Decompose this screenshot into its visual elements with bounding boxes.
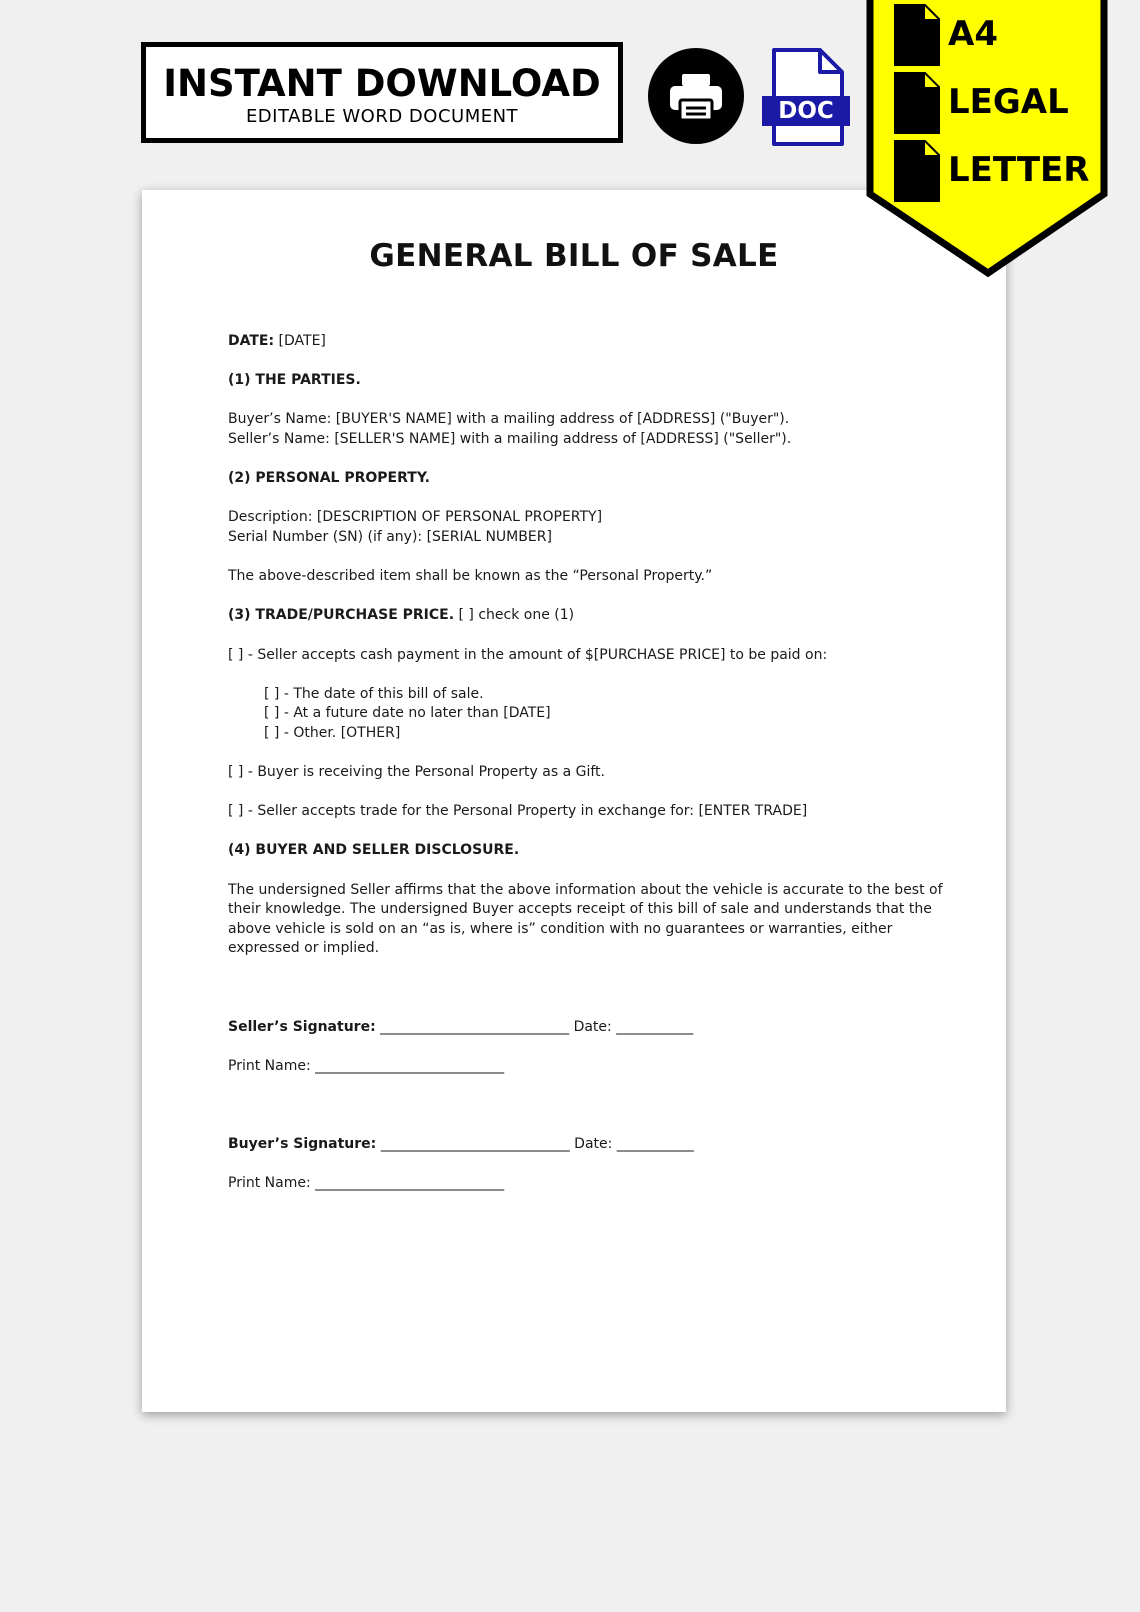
seller-signature-line xyxy=(228,1018,948,1038)
section-1-heading: (1) THE PARTIES. xyxy=(228,372,361,389)
badge-label-a4: A4 xyxy=(948,14,998,54)
seller-name-line: Seller’s Name: [SELLER'S NAME] with a mailing address of [ADDRESS] ("Seller"). xyxy=(228,430,792,447)
gift-option: [ ] - Buyer is receiving the Personal Property as a Gift. xyxy=(228,764,605,781)
date-line xyxy=(228,332,948,352)
seller-print-name-line: Print Name: ___________________________ xyxy=(228,1057,505,1074)
banner-subtitle: EDITABLE WORD DOCUMENT xyxy=(245,106,519,127)
date-value: [DATE] xyxy=(278,333,326,349)
trade-option: [ ] - Seller accepts trade for the Personal Property in exchange for: [ENTER TRADE] xyxy=(228,803,808,820)
description-line: Description: [DESCRIPTION OF PERSONAL PROPERTY] xyxy=(228,509,603,526)
paper-size-badge xyxy=(866,0,1110,284)
document-body xyxy=(228,332,948,1213)
section-3-heading-line xyxy=(228,606,948,626)
badge-item-a4 xyxy=(894,4,1104,64)
buyer-signature-line xyxy=(228,1135,948,1155)
section-2-heading: (2) PERSONAL PROPERTY. xyxy=(228,470,430,487)
buyer-signature-blank: ___________________________ Date: ___________ xyxy=(380,1135,694,1152)
file-icon xyxy=(894,140,940,202)
badge-label-legal: LEGAL xyxy=(948,82,1069,122)
buyer-print-name-line: Print Name: ___________________________ xyxy=(228,1175,505,1192)
file-icon xyxy=(894,72,940,134)
seller-signature-label: Seller’s Signature: xyxy=(228,1018,376,1035)
file-icon xyxy=(894,4,940,66)
sub-option-2: [ ] - At a future date no later than [DATE] xyxy=(264,705,551,722)
seller-signature-blank: ___________________________ Date: ___________ xyxy=(380,1018,694,1035)
serial-number-line: Serial Number (SN) (if any): [SERIAL NUMBER] xyxy=(228,528,552,545)
banner-title: INSTANT DOWNLOAD xyxy=(163,62,601,105)
buyer-signature-label: Buyer’s Signature: xyxy=(228,1135,377,1152)
sub-option-1: [ ] - The date of this bill of sale. xyxy=(264,685,484,702)
document-title: GENERAL BILL OF SALE xyxy=(369,238,779,274)
sub-option-3: [ ] - Other. [OTHER] xyxy=(264,724,401,741)
disclosure-paragraph: The undersigned Seller affirms that the above information about the vehicle is accurate to the best of their knowledge. The undersigned Buyer accepts receipt of this bill of sale and understands that the above vehicle is sold on an “as is, where is” condition with no guarantees or warranties, either expressed or implied. xyxy=(228,881,943,957)
buyer-name-line: Buyer’s Name: [BUYER'S NAME] with a mailing address of [ADDRESS] ("Buyer"). xyxy=(228,411,790,428)
section-4-heading: (4) BUYER AND SELLER DISCLOSURE. xyxy=(228,842,520,859)
doc-label: DOC xyxy=(778,98,834,124)
section-3-heading: (3) TRADE/PURCHASE PRICE. xyxy=(228,607,455,624)
known-as-line: The above-described item shall be known as the “Personal Property.” xyxy=(228,568,713,585)
section-3-note: [ ] check one (1) xyxy=(458,607,575,624)
instant-download-banner xyxy=(141,42,623,143)
spacer xyxy=(228,979,948,1018)
cash-option: [ ] - Seller accepts cash payment in the amount of $[PURCHASE PRICE] to be paid on: xyxy=(228,646,828,663)
doc-file-icon xyxy=(760,48,852,146)
document-page xyxy=(142,190,1006,1412)
date-label: DATE: xyxy=(228,333,275,349)
printer-icon xyxy=(648,48,744,144)
badge-item-legal xyxy=(894,72,1104,132)
spacer xyxy=(228,1096,948,1135)
badge-label-letter: LETTER xyxy=(948,150,1090,190)
badge-item-letter xyxy=(894,140,1104,200)
